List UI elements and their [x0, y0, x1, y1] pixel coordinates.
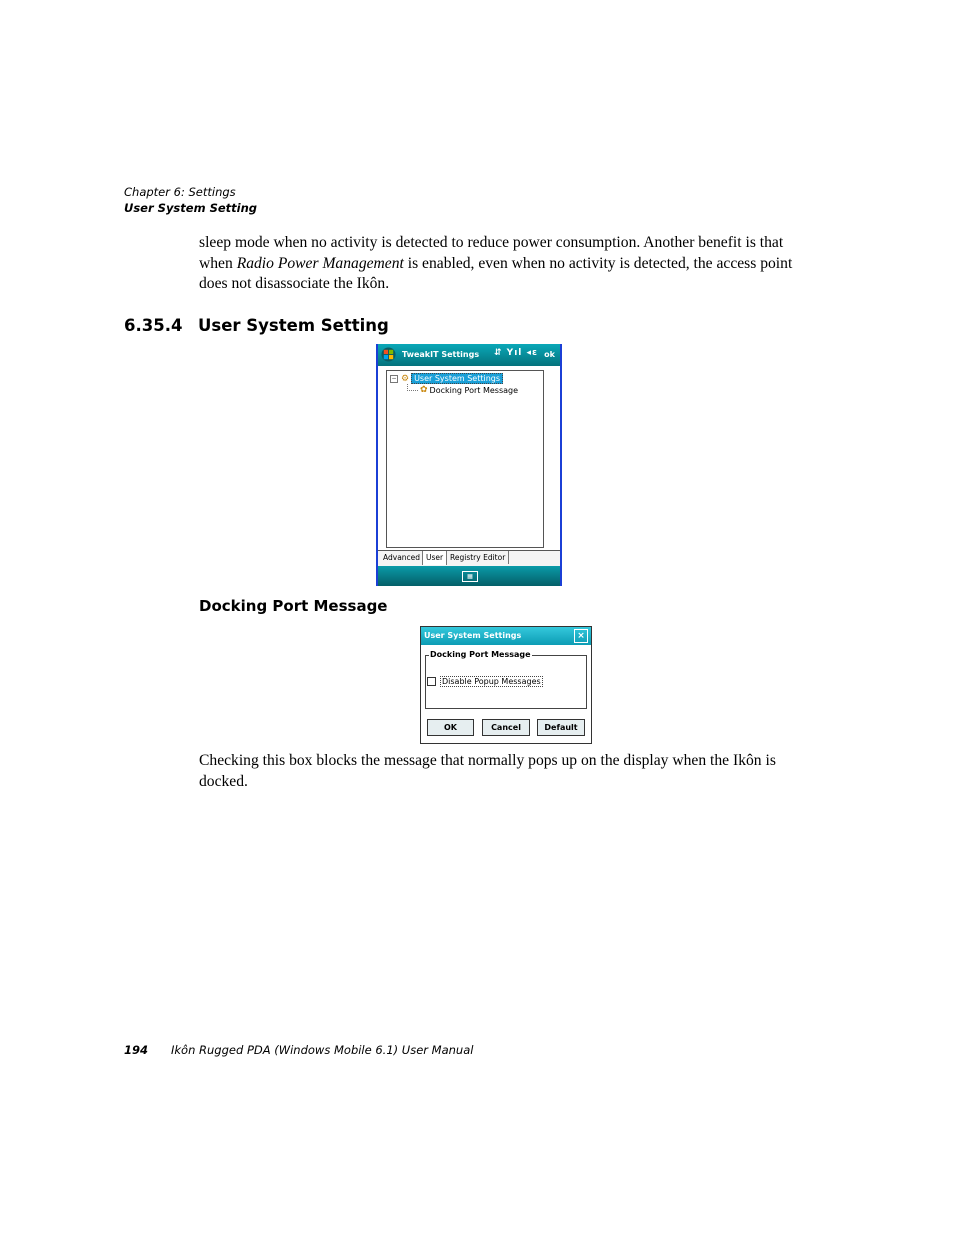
status-icons[interactable]: ⇵ Yıl ◂ε	[494, 348, 539, 358]
collapse-icon[interactable]: −	[391, 374, 397, 382]
tab-user[interactable]: User	[422, 551, 447, 565]
tree-item-label: Docking Port Message	[429, 385, 519, 395]
ok-button[interactable]: OK	[427, 719, 474, 736]
manual-title: Ikôn Rugged PDA (Windows Mobile 6.1) User Manual	[171, 1043, 474, 1057]
intro-emphasis: Radio Power Management	[236, 254, 404, 272]
outro-paragraph: Checking this box blocks the message that normally pops up on the display when the Ikôn is docked.	[199, 752, 776, 790]
settings-tree[interactable]	[386, 370, 544, 548]
dialog-title: User System Settings	[424, 631, 522, 640]
intro-paragraph	[199, 233, 809, 295]
disable-popup-checkbox-row[interactable]	[427, 676, 543, 687]
default-button[interactable]: Default	[537, 719, 585, 736]
close-icon[interactable]: ×	[574, 629, 588, 643]
running-header-section: User System Setting	[124, 201, 258, 215]
section-title: User System Setting	[198, 316, 389, 335]
cancel-button[interactable]: Cancel	[482, 719, 530, 736]
tab-registry-editor[interactable]: Registry Editor	[447, 551, 509, 564]
windows-start-icon[interactable]	[381, 347, 396, 362]
user-system-settings-dialog	[420, 626, 592, 744]
section-number: 6.35.4	[124, 316, 183, 335]
ok-button[interactable]: ok	[544, 350, 555, 359]
tab-strip	[378, 550, 560, 567]
dialog-titlebar	[421, 627, 591, 645]
intro-text-before: sleep mode when no activity is detected to reduce power consumption. Another benefit is that when	[199, 234, 784, 272]
subheading-docking-port: Docking Port Message	[199, 597, 388, 615]
gear-icon: ✿	[420, 385, 428, 395]
tweakit-title: TweakIT Settings	[402, 350, 480, 359]
docking-port-group	[425, 650, 587, 709]
tree-connector	[407, 384, 418, 391]
intro-text-after: is enabled, even when no activity is detected, the access point does not disassociate the Ikôn.	[199, 254, 793, 292]
gear-folder-icon: ⚙	[401, 373, 410, 384]
tree-item-docking-port-message[interactable]	[407, 385, 518, 395]
tree-item-label: User System Settings	[411, 373, 503, 384]
keyboard-icon[interactable]: ▦	[462, 571, 478, 582]
group-label: Docking Port Message	[430, 650, 531, 659]
disable-popup-checkbox[interactable]	[427, 677, 436, 686]
softkey-bar	[378, 566, 560, 586]
page-number: 194	[124, 1043, 149, 1057]
tweakit-titlebar	[378, 344, 560, 366]
tree-item-user-system-settings[interactable]	[390, 373, 503, 384]
checkbox-label[interactable]: Disable Popup Messages	[442, 677, 541, 686]
tab-advanced[interactable]: Advanced	[380, 551, 424, 564]
section-heading	[124, 316, 389, 335]
running-header-chapter: Chapter 6: Settings	[124, 185, 236, 199]
tweakit-screenshot	[376, 344, 562, 586]
